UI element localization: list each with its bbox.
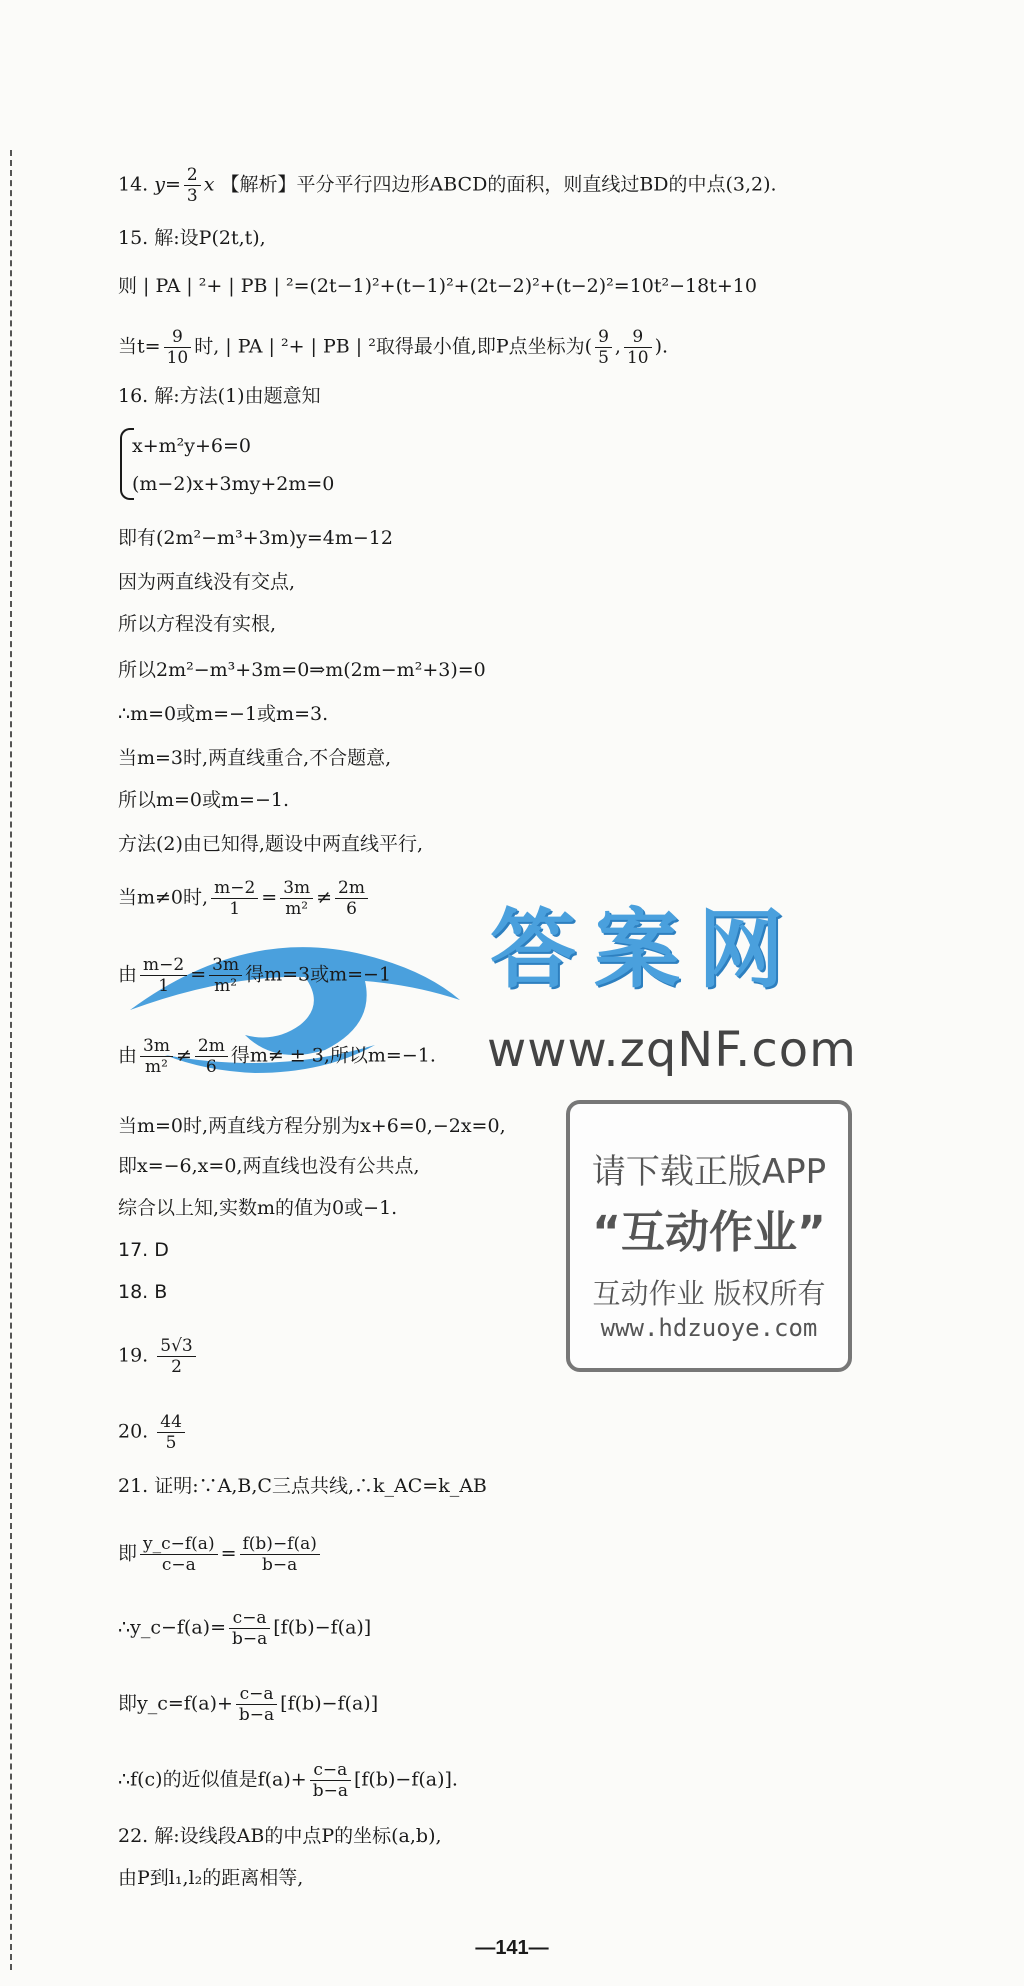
q15-frac1-den: 10 [166,348,189,368]
q16-l13-f1d: 1 [158,976,170,996]
q15-head: 15. 解:设P(2t,t), [118,227,266,249]
q16-line10: 所以m=0或m=−1. [118,789,290,811]
q16-line6: 所以方程没有实根, [118,613,277,635]
q14-fraction [184,165,201,206]
q20-label: 20. [118,1420,155,1443]
q21-l2-frac1 [140,1534,218,1575]
q16-l14-frac1 [140,1036,173,1077]
q20-fraction [157,1412,185,1453]
q15-frac3-num: 9 [624,327,652,348]
q16-line9: 当m=3时,两直线重合,不合题意, [118,747,392,769]
q21-l3-fd: b−a [232,1629,268,1649]
q16-l12-f3d: 6 [346,899,357,919]
q21-l5-b: [f(b)−f(a)]. [353,1768,458,1791]
q20-line [118,1412,188,1453]
q16-line16: 即x=−6,x=0,两直线也没有公共点, [118,1155,420,1177]
q18-answer: 18. B [118,1281,168,1303]
copyright-stamp [566,1100,852,1372]
q16-l12-f2d: m² [285,899,309,919]
stamp-line-2: “互动作业” [592,1207,826,1258]
q22-head: 22. 解:设线段AB的中点P的坐标(a,b), [118,1825,442,1847]
q14-text: 【解析】平分平行四边形ABCD的面积，则直线过BD的中点(3,2). [214,173,777,196]
q16-line8: ∴m=0或m=−1或m=3. [118,703,329,725]
q16-l13-b: 得m=3或m=−1 [245,963,392,986]
q21-l3-a: ∴y_c−f(a)= [118,1616,226,1639]
q19-den: 2 [171,1357,182,1377]
q16-head: 16. 解:方法(1)由题意知 [118,385,321,407]
q16-line5: 因为两直线没有交点, [118,571,296,593]
stamp-line-1: 请下载正版APP [591,1152,827,1192]
q16-l14-frac2 [195,1036,228,1077]
q15-frac2 [595,327,612,368]
q19-num: 5√3 [157,1336,195,1357]
q15-line3: 当t= $\frac{9}{10}$ 时, | PA | ²+ | PB | ²取得最小值,即P点坐标为( $\frac{9}{5}$ , $\frac{9}{10}$ ). [118,327,669,368]
q20-num: 44 [157,1412,185,1433]
watermark-url: www.zqNF.com [487,1022,857,1078]
q21-l3-b: [f(b)−f(a)] [273,1616,372,1639]
q16-l13-f2d: m² [214,976,238,996]
q16-line7: 所以2m²−m³+3m=0⇒m(2m−m²+3)=0 [118,659,486,681]
q21-l5-a: ∴f(c)的近似值是f(a)+ [118,1768,307,1791]
watermark-title: 答案网 [490,899,802,1000]
q16-sys1: x+m²y+6=0 [132,435,252,457]
q21-line4 [118,1684,378,1725]
q21-l5-fn: c−a [310,1760,351,1781]
q19-line [118,1336,199,1377]
q16-line14 [118,1036,436,1077]
q14-var: x [203,173,215,196]
q21-l2-a: 即 [118,1542,138,1565]
q21-head: 21. 证明:∵A,B,C三点共线,∴k_AC=k_AB [118,1475,487,1497]
q15-frac2-den: 5 [598,348,609,368]
q16-l13-frac1 [140,955,187,996]
q16-line4: 即有(2m²−m³+3m)y=4m−12 [118,527,393,549]
binding-line [10,150,12,1970]
q16-l13-a: 由 [118,963,138,986]
q16-l12-eq: = [261,886,278,909]
page-number: —141— [475,1937,549,1959]
q16-l12-f2n: 3m [280,878,313,899]
q16-line17: 综合以上知,实数m的值为0或−1. [118,1197,398,1219]
q21-l3-frac [229,1608,270,1649]
q16-l12-frac2 [280,878,313,919]
q21-l4-frac [236,1684,277,1725]
q21-l2-f1n: y_c−f(a) [140,1534,218,1555]
q16-l12-f1d: 1 [229,899,241,919]
q16-l12-ne: ≠ [316,886,333,909]
q21-l5-fd: b−a [312,1781,348,1801]
q21-l4-b: [f(b)−f(a)] [280,1692,379,1715]
q21-l2-f1d: c−a [161,1555,196,1575]
q14-num: 2 [184,165,201,186]
q15-l3-a: 当t= [118,335,161,358]
q14-line [118,165,777,206]
q16-l13-frac2 [209,955,242,996]
q16-sys2: (m−2)x+3my+2m=0 [132,473,335,495]
q21-line5 [118,1760,458,1801]
q16-l13-f1n: m−2 [140,955,187,976]
q15-l3-b: 时, | PA | ²+ | PB | ²取得最小值,即P点坐标为( [194,335,593,358]
q21-l4-fn: c−a [236,1684,277,1705]
q16-line13 [118,955,391,996]
q15-frac3 [624,327,652,368]
q14-label: 14. [118,173,155,196]
q15-frac3-den: 10 [626,348,649,368]
q21-l4-fd: b−a [238,1705,275,1725]
q15-frac1-num: 9 [164,327,192,348]
q16-l12-a: 当m≠0时, [118,886,209,909]
q22-line2: 由P到l₁,l₂的距离相等, [118,1867,304,1889]
q14-lhs: y= [154,173,181,196]
q16-l14-a: 由 [118,1044,138,1067]
q21-l5-frac [310,1760,351,1801]
q16-l14-f2d: 6 [205,1057,217,1077]
q21-l3-fn: c−a [229,1608,270,1629]
q17-answer: 17. D [118,1239,169,1261]
q21-l2-frac2 [240,1534,320,1575]
q15-line2: 则 | PA | ²+ | PB | ²=(2t−1)²+(t−1)²+(2t−2)²+(t−2)²=10t²−18t+10 [118,275,757,297]
q21-l2-eq: = [220,1542,237,1565]
q16-l12-f1n: m−2 [211,878,258,899]
q16-l13-f2n: 3m [209,955,242,976]
q16-l14-b: 得m≠ ± 3,所以m=−1. [230,1044,436,1067]
q16-l12-frac1 [211,878,258,919]
q14-den: 3 [186,186,198,206]
q15-frac2-num: 9 [595,327,612,348]
q16-l12-frac3 [335,878,368,919]
q20-den: 5 [165,1433,177,1453]
q16-line11: 方法(2)由已知得,题设中两直线平行, [118,833,423,855]
q16-l13-eq: = [190,963,207,986]
q15-l3-c: ). [654,335,669,358]
q21-l2-f2n: f(b)−f(a) [240,1534,320,1555]
q16-l14-ne: ≠ [175,1044,192,1067]
stamp-line-3: 互动作业 版权所有 [592,1277,826,1310]
q19-fraction [157,1336,195,1377]
q15-frac1 [164,327,192,368]
q21-l2-f2d: b−a [262,1555,298,1575]
q21-line3 [118,1608,371,1649]
q21-l4-a: 即y_c=f(a)+ [118,1692,233,1715]
q16-l12-f3n: 2m [335,878,368,899]
q21-line2 [118,1534,323,1575]
q19-label: 19. [118,1344,155,1367]
q16-l14-f2n: 2m [195,1036,228,1057]
stamp-line-4: www.hdzuoye.com [600,1314,818,1342]
q16-l14-f1d: m² [145,1057,168,1077]
q16-l14-f1n: 3m [140,1036,173,1057]
q16-line15: 当m=0时,两直线方程分别为x+6=0,−2x=0, [118,1115,506,1137]
q16-line12 [118,878,371,919]
